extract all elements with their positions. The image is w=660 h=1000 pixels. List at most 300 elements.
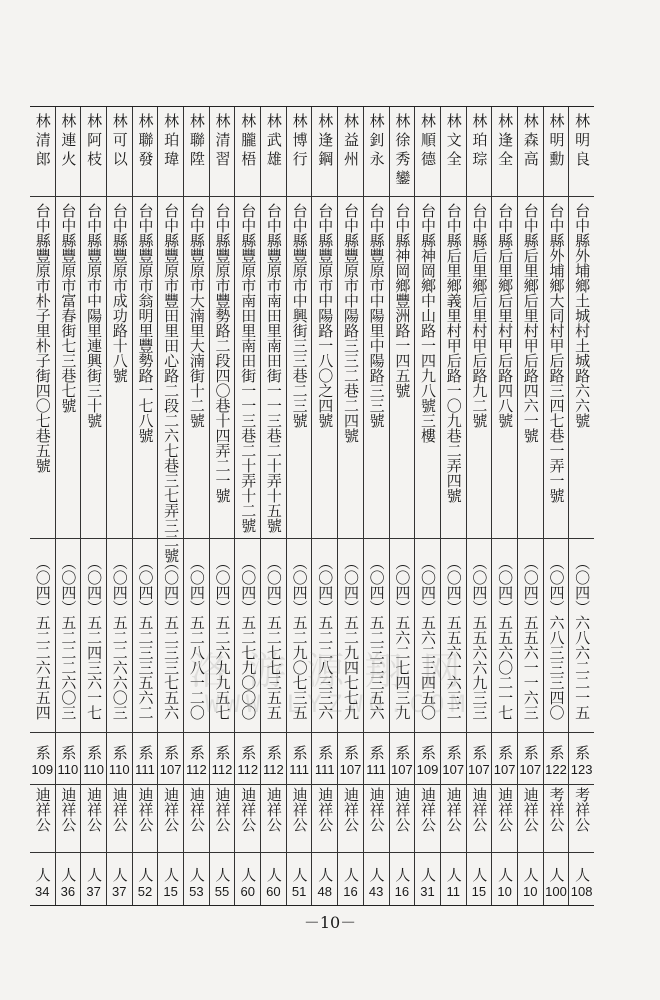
count-label: 人 bbox=[85, 867, 104, 882]
row-divider-name bbox=[30, 196, 594, 197]
count-number: 52 bbox=[137, 884, 153, 899]
count-label: 人 bbox=[59, 867, 78, 882]
count-number: 15 bbox=[163, 884, 178, 899]
lineage-cell bbox=[415, 787, 440, 853]
count-label: 人 bbox=[162, 867, 181, 882]
count-cell bbox=[569, 861, 594, 905]
phone-cell bbox=[492, 555, 517, 735]
address: 台中縣后里鄉義里村甲后路一〇九巷二弄四號 bbox=[444, 203, 463, 503]
phone: （〇四）五五六六九三三 bbox=[470, 555, 489, 720]
branch-label: 系 bbox=[33, 745, 52, 760]
branch-number: 111 bbox=[366, 762, 387, 777]
branch-cell bbox=[492, 737, 517, 785]
lineage: 迪祥公 bbox=[110, 787, 129, 832]
branch-number: 111 bbox=[289, 762, 309, 777]
count-number: 37 bbox=[112, 884, 127, 899]
count-label: 人 bbox=[367, 867, 386, 882]
count-label: 人 bbox=[547, 867, 566, 882]
member-name: 林文全 bbox=[444, 113, 463, 170]
lineage: 迪祥公 bbox=[162, 787, 181, 832]
row-divider-address bbox=[30, 538, 594, 539]
member-name: 林明良 bbox=[573, 113, 592, 170]
member-name-cell bbox=[81, 113, 106, 195]
member-name-cell bbox=[569, 113, 594, 195]
lineage: 迪祥公 bbox=[393, 787, 412, 832]
lineage-cell bbox=[287, 787, 312, 853]
branch-label: 系 bbox=[496, 745, 515, 760]
count-cell bbox=[81, 861, 106, 905]
count-label: 人 bbox=[573, 867, 592, 882]
branch-number: 112 bbox=[185, 762, 207, 777]
count-cell bbox=[312, 861, 337, 905]
branch-cell bbox=[312, 737, 337, 785]
count-number: 55 bbox=[214, 884, 230, 899]
count-cell bbox=[30, 861, 55, 905]
member-name: 林連火 bbox=[59, 113, 78, 170]
phone: （〇四）五二九四七七九 bbox=[341, 555, 360, 720]
branch-cell bbox=[518, 737, 543, 785]
branch-number: 107 bbox=[493, 762, 516, 777]
address: 台中縣豐原市中興街三三巷二三號 bbox=[290, 203, 309, 428]
address: 台中縣豐原市朴子里朴子街四〇七巷五號 bbox=[33, 203, 52, 473]
address: 台中縣外埔鄉土城村土城路六六號 bbox=[573, 203, 592, 428]
lineage: 迪祥公 bbox=[239, 787, 258, 832]
address: 台中縣豐原市豐田里田心路二段二六七巷三七弄三二號 bbox=[162, 203, 181, 563]
count-label: 人 bbox=[213, 867, 232, 882]
count-number: 108 bbox=[570, 884, 593, 899]
lineage-cell bbox=[544, 787, 569, 853]
branch-label: 系 bbox=[213, 745, 232, 760]
phone: （〇四）五六二七四三九 bbox=[393, 555, 412, 720]
member-name-cell bbox=[544, 113, 569, 195]
lineage: 迪祥公 bbox=[444, 787, 463, 832]
count-cell bbox=[210, 861, 235, 905]
branch-cell bbox=[133, 737, 158, 785]
lineage-cell bbox=[235, 787, 260, 853]
table-column bbox=[389, 107, 415, 905]
phone: （〇四）六八六二二一五 bbox=[573, 555, 592, 720]
count-label: 人 bbox=[470, 867, 489, 882]
lineage: 迪祥公 bbox=[470, 787, 489, 832]
member-name-cell bbox=[287, 113, 312, 195]
phone: （〇四）五二二二六〇三 bbox=[59, 555, 78, 720]
lineage-cell bbox=[312, 787, 337, 853]
lineage: 迪祥公 bbox=[264, 787, 283, 832]
member-name: 林珀瑋 bbox=[162, 113, 181, 170]
member-name: 林徐秀鑾 bbox=[393, 113, 412, 189]
member-name-cell bbox=[56, 113, 81, 195]
branch-number: 109 bbox=[31, 762, 54, 777]
member-name-cell bbox=[364, 113, 389, 195]
lineage: 迪祥公 bbox=[290, 787, 309, 832]
branch-number: 112 bbox=[263, 762, 284, 777]
member-name: 林森高 bbox=[521, 113, 540, 170]
count-number: 10 bbox=[523, 884, 538, 899]
address: 台中縣神岡鄉中山路一四九八號三樓 bbox=[419, 203, 438, 443]
lineage-cell bbox=[184, 787, 209, 853]
phone: （〇四）五二二六六〇三 bbox=[110, 555, 129, 720]
table-column bbox=[183, 107, 209, 905]
count-cell bbox=[364, 861, 389, 905]
page-number: －10－ bbox=[303, 913, 357, 932]
table-column bbox=[157, 107, 183, 905]
phone-cell bbox=[544, 555, 569, 735]
lineage: 迪祥公 bbox=[496, 787, 515, 832]
branch-number: 112 bbox=[237, 762, 259, 777]
phone-cell bbox=[518, 555, 543, 735]
branch-number: 107 bbox=[390, 762, 413, 777]
lineage: 迪祥公 bbox=[419, 787, 438, 832]
phone-cell bbox=[364, 555, 389, 735]
member-name: 林博行 bbox=[290, 113, 309, 170]
member-name: 林清郎 bbox=[33, 113, 52, 170]
member-name: 林聯發 bbox=[136, 113, 155, 170]
address: 台中縣豐原市南田里南田街一一三巷二十弄十五號 bbox=[264, 203, 283, 533]
lineage-cell bbox=[518, 787, 543, 853]
branch-cell bbox=[81, 737, 106, 785]
count-cell bbox=[544, 861, 569, 905]
branch-cell bbox=[30, 737, 55, 785]
phone-cell bbox=[210, 555, 235, 735]
branch-number: 109 bbox=[416, 762, 439, 777]
lineage-cell bbox=[390, 787, 415, 853]
count-number: 60 bbox=[240, 884, 255, 899]
branch-label: 系 bbox=[136, 745, 155, 760]
lineage: 迪祥公 bbox=[521, 787, 540, 832]
branch-label: 系 bbox=[187, 745, 206, 760]
member-name: 林珀琮 bbox=[470, 113, 489, 170]
branch-number: 107 bbox=[339, 762, 362, 777]
phone-cell bbox=[441, 555, 466, 735]
table-column bbox=[517, 107, 543, 905]
lineage: 考祥公 bbox=[573, 787, 592, 832]
count-number: 36 bbox=[60, 884, 76, 899]
count-label: 人 bbox=[316, 867, 335, 882]
phone-cell bbox=[390, 555, 415, 735]
member-name: 林順德 bbox=[419, 113, 438, 170]
lineage-cell bbox=[107, 787, 132, 853]
phone-cell bbox=[312, 555, 337, 735]
branch-label: 系 bbox=[547, 745, 566, 760]
table-column bbox=[80, 107, 106, 905]
lineage: 迪祥公 bbox=[136, 787, 155, 832]
phone: （〇四）五二八八一二〇 bbox=[187, 555, 206, 720]
member-name: 林釗永 bbox=[367, 113, 386, 170]
phone: （〇四）五二二六五五四 bbox=[33, 555, 52, 720]
member-name: 林逢全 bbox=[496, 113, 515, 170]
phone-cell bbox=[338, 555, 363, 735]
row-divider-lineage bbox=[30, 852, 594, 853]
member-name: 林朧梧 bbox=[239, 113, 258, 170]
table-column bbox=[132, 107, 158, 905]
lineage-cell bbox=[338, 787, 363, 853]
member-name-cell bbox=[415, 113, 440, 195]
member-name: 林逢鋼 bbox=[316, 113, 335, 170]
branch-cell bbox=[390, 737, 415, 785]
phone: （〇四）五五六一六三二 bbox=[444, 555, 463, 720]
watermark-url: WWW.LYZWG.COM bbox=[205, 690, 471, 718]
branch-number: 107 bbox=[519, 762, 542, 777]
member-name-cell bbox=[30, 113, 55, 195]
member-name-cell bbox=[518, 113, 543, 195]
count-cell bbox=[338, 861, 363, 905]
branch-number: 122 bbox=[545, 762, 567, 777]
lineage: 迪祥公 bbox=[33, 787, 52, 832]
address: 台中縣豐原市成功路十八號 bbox=[110, 203, 129, 383]
member-name-cell bbox=[312, 113, 337, 195]
lineage: 迪祥公 bbox=[367, 787, 386, 832]
branch-cell bbox=[364, 737, 389, 785]
table-column bbox=[466, 107, 492, 905]
branch-number: 123 bbox=[570, 762, 593, 777]
phone-cell bbox=[81, 555, 106, 735]
table-column bbox=[543, 107, 569, 905]
branch-cell bbox=[261, 737, 286, 785]
count-label: 人 bbox=[393, 867, 412, 882]
branch-number: 110 bbox=[108, 762, 130, 777]
address: 台中縣豐原市大湳里大湳街十二號 bbox=[187, 203, 206, 428]
lineage: 迪祥公 bbox=[316, 787, 335, 832]
phone-cell bbox=[261, 555, 286, 735]
member-name-cell bbox=[107, 113, 132, 195]
phone-cell bbox=[287, 555, 312, 735]
count-number: 31 bbox=[420, 884, 435, 899]
table-column bbox=[30, 107, 55, 905]
member-name-cell bbox=[467, 113, 492, 195]
count-cell bbox=[390, 861, 415, 905]
branch-label: 系 bbox=[85, 745, 104, 760]
address: 台中縣豐原市富春街七三巷七號 bbox=[59, 203, 78, 413]
branch-number: 110 bbox=[83, 762, 104, 777]
count-number: 37 bbox=[86, 884, 101, 899]
branch-label: 系 bbox=[419, 745, 438, 760]
count-cell bbox=[235, 861, 260, 905]
branch-label: 系 bbox=[59, 745, 78, 760]
member-name-cell bbox=[210, 113, 235, 195]
branch-label: 系 bbox=[470, 745, 489, 760]
member-name-cell bbox=[492, 113, 517, 195]
lineage: 迪祥公 bbox=[341, 787, 360, 832]
table-column bbox=[363, 107, 389, 905]
count-label: 人 bbox=[341, 867, 360, 882]
count-label: 人 bbox=[521, 867, 540, 882]
address: 台中縣豐原市豐勢路二段四〇巷十四弄二一號 bbox=[213, 203, 232, 503]
table-column bbox=[491, 107, 517, 905]
phone: （〇四）五二四三六一七 bbox=[85, 555, 104, 720]
count-cell bbox=[415, 861, 440, 905]
branch-cell bbox=[287, 737, 312, 785]
phone-cell bbox=[467, 555, 492, 735]
lineage-cell bbox=[467, 787, 492, 853]
count-number: 11 bbox=[446, 884, 460, 899]
member-name: 林武雄 bbox=[264, 113, 283, 170]
count-cell bbox=[467, 861, 492, 905]
branch-label: 系 bbox=[573, 745, 592, 760]
lineage-cell bbox=[133, 787, 158, 853]
count-number: 15 bbox=[471, 884, 487, 899]
branch-label: 系 bbox=[162, 745, 181, 760]
lineage: 迪祥公 bbox=[85, 787, 104, 832]
branch-number: 110 bbox=[57, 762, 79, 777]
branch-label: 系 bbox=[110, 745, 129, 760]
phone: （〇四）五五六〇二一七 bbox=[496, 555, 515, 720]
count-number: 10 bbox=[497, 884, 512, 899]
phone: （〇四）五二三三七五六 bbox=[162, 555, 181, 720]
table-column bbox=[414, 107, 440, 905]
lineage-cell bbox=[81, 787, 106, 853]
count-cell bbox=[158, 861, 183, 905]
count-label: 人 bbox=[290, 867, 309, 882]
phone-cell bbox=[415, 555, 440, 735]
lineage-cell bbox=[364, 787, 389, 853]
branch-cell bbox=[544, 737, 569, 785]
genealogy-table bbox=[30, 106, 594, 906]
table-column bbox=[55, 107, 81, 905]
member-name-cell bbox=[261, 113, 286, 195]
count-label: 人 bbox=[419, 867, 438, 882]
phone: （〇四）六八三三三四〇 bbox=[547, 555, 566, 720]
member-name-cell bbox=[184, 113, 209, 195]
lineage: 迪祥公 bbox=[187, 787, 206, 832]
count-cell bbox=[441, 861, 466, 905]
count-label: 人 bbox=[444, 867, 463, 882]
table-column bbox=[440, 107, 466, 905]
branch-label: 系 bbox=[521, 745, 540, 760]
address: 台中縣豐原市中陽路一八〇之四號 bbox=[316, 203, 335, 428]
lineage-cell bbox=[56, 787, 81, 853]
row-divider-branch bbox=[30, 784, 594, 785]
count-cell bbox=[133, 861, 158, 905]
member-name-cell bbox=[133, 113, 158, 195]
member-name-cell bbox=[441, 113, 466, 195]
count-cell bbox=[287, 861, 312, 905]
lineage-cell bbox=[30, 787, 55, 853]
branch-label: 系 bbox=[444, 745, 463, 760]
branch-label: 系 bbox=[393, 745, 412, 760]
branch-number: 107 bbox=[468, 762, 490, 777]
branch-number: 111 bbox=[135, 762, 155, 777]
branch-cell bbox=[235, 737, 260, 785]
branch-cell bbox=[441, 737, 466, 785]
table-column bbox=[286, 107, 312, 905]
count-cell bbox=[492, 861, 517, 905]
branch-cell bbox=[569, 737, 594, 785]
table-column bbox=[337, 107, 363, 905]
count-number: 34 bbox=[34, 884, 50, 899]
member-name: 林可以 bbox=[110, 113, 129, 170]
branch-cell bbox=[56, 737, 81, 785]
count-number: 100 bbox=[545, 884, 567, 899]
branch-label: 系 bbox=[264, 745, 283, 760]
count-number: 43 bbox=[368, 884, 384, 899]
count-label: 人 bbox=[496, 867, 515, 882]
lineage-cell bbox=[492, 787, 517, 853]
watermark: 洛 游 源 翔 网 bbox=[190, 649, 465, 693]
lineage-cell bbox=[569, 787, 594, 853]
phone-cell bbox=[107, 555, 132, 735]
count-label: 人 bbox=[33, 867, 52, 882]
member-name-cell bbox=[158, 113, 183, 195]
branch-cell bbox=[107, 737, 132, 785]
address: 台中縣神岡鄉豐洲路一四五號 bbox=[393, 203, 412, 398]
phone: （〇四）五六二三四五〇 bbox=[419, 555, 438, 720]
address: 台中縣后里鄉后里村甲后路四八號 bbox=[496, 203, 515, 428]
count-label: 人 bbox=[136, 867, 155, 882]
table-column bbox=[568, 107, 594, 905]
phone: （〇四）五二二八三三六 bbox=[316, 555, 335, 720]
lineage-cell bbox=[261, 787, 286, 853]
count-cell bbox=[261, 861, 286, 905]
lineage-cell bbox=[210, 787, 235, 853]
count-label: 人 bbox=[110, 867, 129, 882]
member-name: 林益州 bbox=[341, 113, 360, 170]
phone-cell bbox=[30, 555, 55, 735]
branch-cell bbox=[158, 737, 183, 785]
count-cell bbox=[107, 861, 132, 905]
branch-cell bbox=[415, 737, 440, 785]
lineage: 迪祥公 bbox=[213, 787, 232, 832]
branch-label: 系 bbox=[316, 745, 335, 760]
branch-label: 系 bbox=[367, 745, 386, 760]
row-divider-phone bbox=[30, 732, 594, 733]
branch-label: 系 bbox=[290, 745, 309, 760]
phone-cell bbox=[235, 555, 260, 735]
lineage: 考祥公 bbox=[547, 787, 566, 832]
lineage: 迪祥公 bbox=[59, 787, 78, 832]
count-number: 60 bbox=[266, 884, 281, 899]
phone: （〇四）五五六一一六三 bbox=[521, 555, 540, 720]
phone: （〇四）五二九〇七三五 bbox=[290, 555, 309, 720]
address: 台中縣外埔鄉大同村甲后路三四七巷一弄一號 bbox=[547, 203, 566, 503]
branch-number: 107 bbox=[159, 762, 182, 777]
count-number: 48 bbox=[317, 884, 333, 899]
count-number: 16 bbox=[343, 884, 358, 899]
member-name: 林清習 bbox=[213, 113, 232, 170]
table-column bbox=[106, 107, 132, 905]
member-name: 林聯陞 bbox=[187, 113, 206, 170]
address: 台中縣后里鄉后里村甲后路四六一號 bbox=[521, 203, 540, 443]
phone-cell bbox=[56, 555, 81, 735]
address: 台中縣豐原市翁明里豐勢路一七八號 bbox=[136, 203, 155, 443]
address: 台中縣豐原市中陽路三三二巷二四號 bbox=[341, 203, 360, 443]
member-name-cell bbox=[390, 113, 415, 195]
branch-cell bbox=[210, 737, 235, 785]
count-label: 人 bbox=[264, 867, 283, 882]
branch-number: 107 bbox=[442, 762, 465, 777]
table-column bbox=[260, 107, 286, 905]
lineage-cell bbox=[441, 787, 466, 853]
lineage-cell bbox=[158, 787, 183, 853]
phone: （〇四）五二六九九五七 bbox=[213, 555, 232, 720]
count-cell bbox=[56, 861, 81, 905]
table-column bbox=[209, 107, 235, 905]
address: 台中縣后里鄉后里村甲后路九二號 bbox=[470, 203, 489, 428]
phone: （〇四）五二三二三五六 bbox=[367, 555, 386, 720]
address: 台中縣豐原市南田里南田街一一三巷二十弄十二號 bbox=[239, 203, 258, 533]
phone: （〇四）五二三三五六二 bbox=[136, 555, 155, 720]
address: 台中縣豐原市中陽里連興街三十號 bbox=[85, 203, 104, 428]
member-name-cell bbox=[235, 113, 260, 195]
phone-cell bbox=[569, 555, 594, 735]
count-number: 53 bbox=[189, 884, 204, 899]
member-name: 林阿枝 bbox=[85, 113, 104, 170]
count-cell bbox=[518, 861, 543, 905]
phone: （〇四）五二七九〇〇〇 bbox=[239, 555, 258, 720]
branch-number: 111 bbox=[314, 762, 335, 777]
count-cell bbox=[184, 861, 209, 905]
member-name-cell bbox=[338, 113, 363, 195]
phone-cell bbox=[184, 555, 209, 735]
